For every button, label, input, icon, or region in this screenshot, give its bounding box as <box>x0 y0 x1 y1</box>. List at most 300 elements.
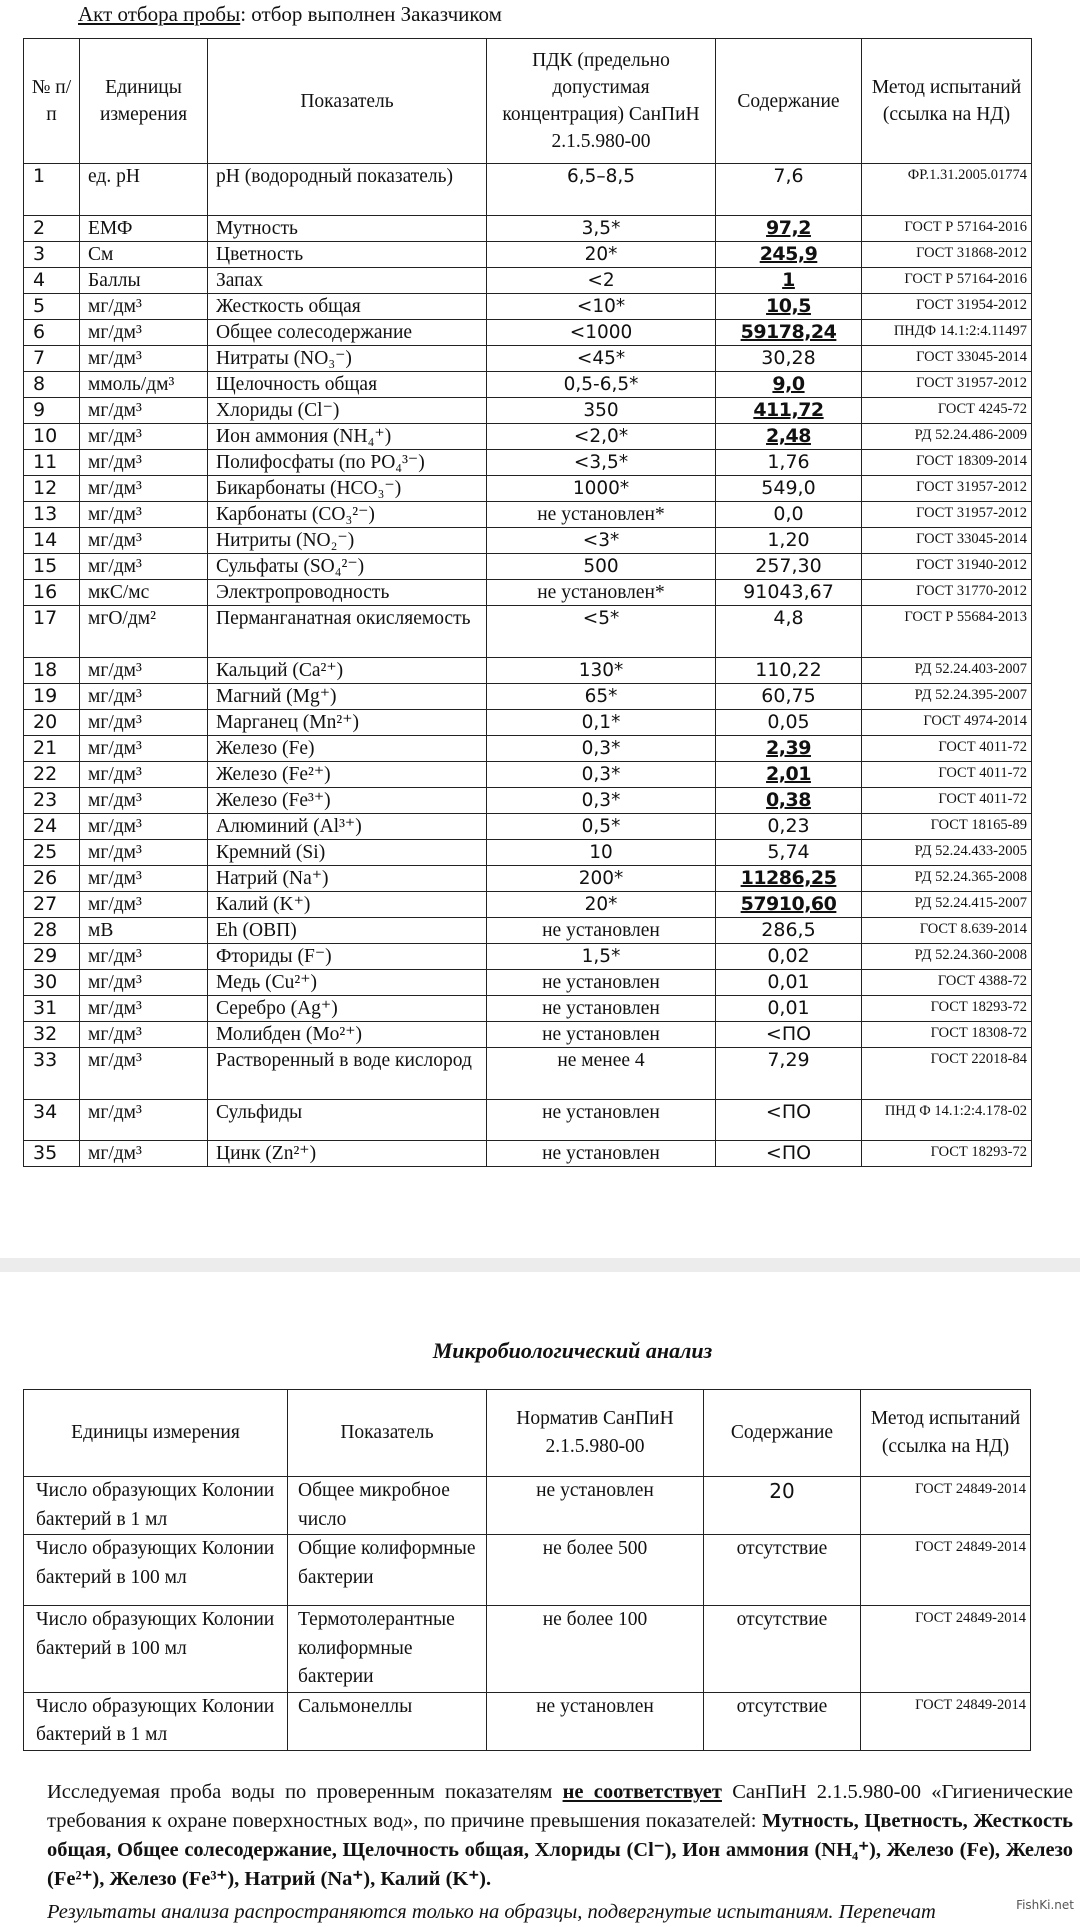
value-cell-text: 30,28 <box>761 347 816 369</box>
row-number-text: 20 <box>33 711 58 733</box>
parameter-cell <box>208 840 487 866</box>
method-cell-text: РД 52.24.403-2007 <box>914 661 1027 677</box>
row-number-text: 14 <box>33 529 58 551</box>
parameter-cell-text: Калий (K⁺) <box>216 894 311 915</box>
row-number-text: 31 <box>33 997 58 1019</box>
unit-cell-text: мг/дм³ <box>88 400 142 421</box>
value-cell-text: 20 <box>769 1479 795 1503</box>
method-cell-text: ГОСТ 4245-72 <box>937 401 1027 417</box>
row-number <box>24 684 80 710</box>
unit-cell <box>80 762 208 788</box>
method-cell <box>862 268 1032 294</box>
method-cell-text: РД 52.24.365-2008 <box>914 869 1027 885</box>
limit-cell-text: 0,3* <box>581 790 621 811</box>
unit-cell <box>80 398 208 424</box>
limit-cell <box>487 1100 716 1141</box>
value-cell-text: 97,2 <box>766 217 811 239</box>
table-row <box>24 164 1032 216</box>
value-cell <box>704 1606 861 1693</box>
unit-cell <box>80 944 208 970</box>
table-row <box>24 1141 1032 1167</box>
limit-cell <box>487 554 716 580</box>
method-cell <box>862 1048 1032 1100</box>
parameter-cell-text: Кремний (Si) <box>216 842 326 863</box>
header-cell: Единицы измерения <box>24 1390 288 1477</box>
table-row <box>24 814 1032 840</box>
exceeded-parameters-list: Мутность, Цветность, Жесткость общая, Общее солесодержание, Щелочность общая, Хлориды (Cl⁻), Ион аммония (NH₄⁺), Железо (Fe), Железо (Fe²⁺), Железо (Fe³⁺), Натрий (Na⁺), Калий (K⁺). <box>47 1810 1073 1890</box>
method-cell <box>862 710 1032 736</box>
row-number <box>24 216 80 242</box>
table-row <box>24 476 1032 502</box>
table-row <box>24 658 1032 684</box>
parameter-cell <box>208 710 487 736</box>
method-cell <box>862 866 1032 892</box>
method-cell <box>862 502 1032 528</box>
value-cell <box>716 164 862 216</box>
value-cell-text: 57910,60 <box>740 893 837 915</box>
limit-cell <box>487 476 716 502</box>
method-cell <box>862 346 1032 372</box>
row-number-text: 2 <box>33 217 46 239</box>
row-number-text: 19 <box>33 685 58 707</box>
limit-cell <box>487 424 716 450</box>
value-cell <box>704 1477 861 1535</box>
parameter-cell <box>208 1141 487 1167</box>
table-row <box>24 736 1032 762</box>
parameter-cell-text: Алюминий (Al³⁺) <box>216 816 362 837</box>
conclusion-text-1: Исследуемая проба воды по проверенным показателям <box>47 1781 563 1803</box>
table-row <box>24 684 1032 710</box>
table-row <box>24 788 1032 814</box>
value-cell <box>716 918 862 944</box>
value-cell-text: 257,30 <box>755 555 822 577</box>
method-cell-text: РД 52.24.395-2007 <box>914 687 1027 703</box>
table-row <box>24 1477 1031 1535</box>
method-cell <box>862 528 1032 554</box>
table-row <box>24 892 1032 918</box>
parameter-cell <box>208 736 487 762</box>
unit-cell-text: Число образующих Колонии бактерий в 100 мл <box>36 1609 275 1659</box>
limit-cell <box>487 502 716 528</box>
unit-cell-text: мг/дм³ <box>88 816 142 837</box>
parameter-cell-text: Запах <box>216 270 264 291</box>
limit-cell-text: 350 <box>583 400 619 421</box>
value-cell <box>716 788 862 814</box>
limit-cell-text: не установлен <box>542 920 660 941</box>
method-cell-text: ГОСТ 8.639-2014 <box>919 921 1027 937</box>
header-cell: ПДК (предельно допустимая концентрация) СанПиН 2.1.5.980-00 <box>487 39 716 164</box>
row-number <box>24 346 80 372</box>
row-number <box>24 164 80 216</box>
value-cell-text: 0,01 <box>767 997 810 1019</box>
table-row <box>24 450 1032 476</box>
row-number-text: 16 <box>33 581 58 603</box>
unit-cell-text: мг/дм³ <box>88 296 142 317</box>
row-number <box>24 606 80 658</box>
row-number <box>24 528 80 554</box>
method-cell <box>862 1100 1032 1141</box>
sample-act-line <box>78 0 502 28</box>
row-number <box>24 996 80 1022</box>
method-cell-text: ГОСТ 31957-2012 <box>916 479 1027 495</box>
parameter-cell-text: Магний (Mg⁺) <box>216 686 337 707</box>
header-cell: № п/п <box>24 39 80 164</box>
value-cell <box>716 294 862 320</box>
parameter-cell-text: Перманганатная окисляемость <box>216 608 471 629</box>
limit-cell-text: не установлен* <box>537 582 665 603</box>
value-cell-text: 60,75 <box>761 685 816 707</box>
method-cell <box>862 164 1032 216</box>
value-cell-text: 2,48 <box>766 425 811 447</box>
limit-cell-text: 10 <box>589 842 613 863</box>
method-cell <box>862 242 1032 268</box>
limit-cell <box>487 658 716 684</box>
limit-cell <box>487 372 716 398</box>
row-number-text: 29 <box>33 945 58 967</box>
table-row <box>24 242 1032 268</box>
row-number-text: 26 <box>33 867 58 889</box>
limit-cell <box>487 164 716 216</box>
value-cell-text: <ПО <box>765 1101 812 1123</box>
parameter-cell <box>208 996 487 1022</box>
value-cell-text: 2,39 <box>766 737 811 759</box>
parameter-cell-text: Карбонаты (CO₃²⁻) <box>216 504 375 525</box>
parameter-cell-text: Железо (Fe³⁺) <box>216 790 331 811</box>
table-row <box>24 372 1032 398</box>
row-number <box>24 372 80 398</box>
method-cell <box>862 918 1032 944</box>
sample-act-text: : отбор выполнен Заказчиком <box>240 2 502 26</box>
chemical-analysis-body <box>24 164 1032 1167</box>
method-cell <box>862 398 1032 424</box>
parameter-cell <box>208 164 487 216</box>
row-number-text: 32 <box>33 1023 58 1045</box>
method-cell <box>861 1535 1031 1606</box>
parameter-cell-text: Фториды (F⁻) <box>216 946 332 967</box>
value-cell <box>716 242 862 268</box>
parameter-cell <box>208 944 487 970</box>
parameter-cell-text: Натрий (Na⁺) <box>216 868 329 889</box>
parameter-cell-text: Термотолерантные колиформные бактерии <box>298 1609 455 1687</box>
limit-cell <box>487 684 716 710</box>
unit-cell <box>80 658 208 684</box>
value-cell-text: 10,5 <box>766 295 811 317</box>
limit-cell-text: 200* <box>578 868 624 889</box>
unit-cell <box>80 736 208 762</box>
unit-cell-text: мг/дм³ <box>88 972 142 993</box>
unit-cell <box>80 164 208 216</box>
unit-cell-text: ед. pH <box>88 166 140 187</box>
method-cell-text: ФР.1.31.2005.01774 <box>907 167 1027 183</box>
unit-cell <box>80 528 208 554</box>
unit-cell <box>80 346 208 372</box>
unit-cell-text: мг/дм³ <box>88 530 142 551</box>
unit-cell <box>80 450 208 476</box>
value-cell <box>704 1692 861 1750</box>
parameter-cell-text: Нитраты (NO₃⁻) <box>216 348 352 369</box>
method-cell-text: ГОСТ 31868-2012 <box>916 245 1027 261</box>
method-cell-text: ГОСТ 33045-2014 <box>916 531 1027 547</box>
limit-cell <box>487 736 716 762</box>
limit-cell <box>487 606 716 658</box>
value-cell-text: 11286,25 <box>740 867 837 889</box>
value-cell-text: отсутствие <box>736 1609 828 1630</box>
method-cell <box>862 294 1032 320</box>
method-cell-text: ГОСТ 31957-2012 <box>916 375 1027 391</box>
parameter-cell <box>208 892 487 918</box>
parameter-cell-text: Марганец (Mn²⁺) <box>216 712 360 733</box>
limit-cell <box>487 866 716 892</box>
micro-section-title: Микробиологический анализ <box>432 1338 713 1363</box>
parameter-cell <box>288 1606 487 1693</box>
parameter-cell <box>208 320 487 346</box>
unit-cell <box>80 1022 208 1048</box>
method-cell <box>862 658 1032 684</box>
limit-cell-text: 0,3* <box>581 764 621 785</box>
parameter-cell-text: Цветность <box>216 244 304 265</box>
method-cell-text: РД 52.24.486-2009 <box>914 427 1027 443</box>
value-cell <box>716 1141 862 1167</box>
parameter-cell <box>208 268 487 294</box>
method-cell <box>862 788 1032 814</box>
watermark: FishKi.net <box>1016 1898 1074 1912</box>
unit-cell-text: ЕМФ <box>88 218 133 239</box>
row-number <box>24 580 80 606</box>
unit-cell <box>80 710 208 736</box>
value-cell <box>716 762 862 788</box>
parameter-cell-text: Жесткость общая <box>216 296 361 317</box>
row-number-text: 3 <box>33 243 46 265</box>
limit-cell-text: 130* <box>578 660 624 681</box>
method-cell <box>862 450 1032 476</box>
table-row <box>24 606 1032 658</box>
limit-cell <box>487 450 716 476</box>
limit-cell-text: <5* <box>582 608 620 629</box>
method-cell-text: ГОСТ 22018-84 <box>930 1051 1027 1067</box>
table-row <box>24 840 1032 866</box>
value-cell-text: 1,76 <box>767 451 810 473</box>
unit-cell <box>80 216 208 242</box>
method-cell-text: ГОСТ 24849-2014 <box>915 1696 1026 1713</box>
limit-cell-text: 0,5* <box>581 816 621 837</box>
norm-cell <box>487 1477 704 1535</box>
row-number <box>24 866 80 892</box>
row-number-text: 9 <box>33 399 46 421</box>
value-cell-text: 0,23 <box>767 815 810 837</box>
unit-cell-text: мг/дм³ <box>88 764 142 785</box>
row-number <box>24 970 80 996</box>
method-cell <box>861 1477 1031 1535</box>
limit-cell <box>487 788 716 814</box>
limit-cell-text: 6,5–8,5 <box>566 166 636 187</box>
row-number-text: 35 <box>33 1142 58 1164</box>
parameter-cell-text: Серебро (Ag⁺) <box>216 998 338 1019</box>
unit-cell <box>80 580 208 606</box>
table-row <box>24 346 1032 372</box>
parameter-cell-text: Сульфиды <box>216 1102 303 1123</box>
norm-cell <box>487 1692 704 1750</box>
unit-cell <box>80 1048 208 1100</box>
chemical-analysis-table <box>23 38 1032 1167</box>
row-number-text: 6 <box>33 321 46 343</box>
table-row <box>24 294 1032 320</box>
method-cell-text: ГОСТ 18293-72 <box>930 999 1027 1015</box>
parameter-cell <box>208 814 487 840</box>
unit-cell <box>80 502 208 528</box>
parameter-cell <box>208 866 487 892</box>
value-cell <box>716 1048 862 1100</box>
method-cell <box>862 1141 1032 1167</box>
value-cell <box>716 450 862 476</box>
unit-cell-text: мг/дм³ <box>88 452 142 473</box>
value-cell-text: 1,20 <box>767 529 810 551</box>
value-cell <box>716 398 862 424</box>
parameter-cell-text: Мутность <box>216 218 298 239</box>
value-cell-text: 1 <box>782 269 795 291</box>
table-row <box>24 268 1032 294</box>
value-cell <box>716 658 862 684</box>
method-cell <box>862 762 1032 788</box>
header-cell: Единицы измерения <box>80 39 208 164</box>
unit-cell-text: мг/дм³ <box>88 946 142 967</box>
value-cell-text: 411,72 <box>753 399 824 421</box>
parameter-cell-text: Молибден (Mo²⁺) <box>216 1024 363 1045</box>
value-cell <box>716 866 862 892</box>
parameter-cell <box>208 502 487 528</box>
limit-cell <box>487 1022 716 1048</box>
limit-cell-text: не установлен <box>542 972 660 993</box>
method-cell-text: ГОСТ 4388-72 <box>937 973 1027 989</box>
table-row <box>24 1048 1032 1100</box>
limit-cell-text: не менее 4 <box>557 1050 645 1071</box>
method-cell <box>862 320 1032 346</box>
parameter-cell <box>208 476 487 502</box>
unit-cell <box>80 606 208 658</box>
value-cell <box>716 944 862 970</box>
parameter-cell <box>208 918 487 944</box>
parameter-cell-text: Растворенный в воде кислород <box>216 1050 472 1071</box>
header-cell: Показатель <box>208 39 487 164</box>
value-cell-text: 0,01 <box>767 971 810 993</box>
row-number-text: 24 <box>33 815 58 837</box>
limit-cell <box>487 892 716 918</box>
value-cell <box>716 606 862 658</box>
limit-cell-text: <3,5* <box>573 452 629 473</box>
method-cell-text: ГОСТ 24849-2014 <box>915 1481 1026 1497</box>
parameter-cell-text: Общее солесодержание <box>216 322 413 343</box>
value-cell <box>716 502 862 528</box>
unit-cell <box>80 684 208 710</box>
parameter-cell <box>208 606 487 658</box>
unit-cell <box>80 268 208 294</box>
unit-cell <box>80 970 208 996</box>
parameter-cell <box>208 372 487 398</box>
method-cell-text: ГОСТ 24849-2014 <box>915 1539 1026 1555</box>
value-cell <box>716 684 862 710</box>
value-cell <box>716 580 862 606</box>
parameter-cell <box>208 788 487 814</box>
parameter-cell-text: Eh (ОВП) <box>216 920 297 941</box>
row-number-text: 11 <box>33 451 58 473</box>
parameter-cell-text: Полифосфаты (по PO₄³⁻) <box>216 452 425 473</box>
row-number <box>24 502 80 528</box>
limit-cell-text: <10* <box>576 296 626 317</box>
value-cell <box>716 476 862 502</box>
method-cell-text: ГОСТ 18308-72 <box>930 1025 1027 1041</box>
value-cell <box>716 996 862 1022</box>
value-cell-text: 0,38 <box>766 789 811 811</box>
unit-cell <box>80 372 208 398</box>
table-row <box>24 216 1032 242</box>
limit-cell <box>487 398 716 424</box>
unit-cell-text: мг/дм³ <box>88 478 142 499</box>
unit-cell <box>24 1606 288 1693</box>
method-cell-text: РД 52.24.360-2008 <box>914 947 1027 963</box>
unit-cell <box>80 1141 208 1167</box>
method-cell-text: ПНД Ф 14.1:2:4.178-02 <box>884 1103 1027 1119</box>
header-cell: Содержание <box>704 1390 861 1477</box>
page-separator <box>0 1258 1080 1272</box>
unit-cell <box>80 840 208 866</box>
unit-cell <box>80 996 208 1022</box>
disclaimer-text: Результаты анализа распространяются только на образцы, подвергнутые испытаниям. Перепечат <box>47 1901 936 1923</box>
parameter-cell-text: Ион аммония (NH₄⁺) <box>216 426 392 447</box>
table-row <box>24 502 1032 528</box>
value-cell-text: 5,74 <box>767 841 810 863</box>
unit-cell-text: мг/дм³ <box>88 1050 142 1071</box>
row-number <box>24 658 80 684</box>
table-row <box>24 424 1032 450</box>
unit-cell-text: См <box>88 244 114 265</box>
limit-cell-text: <2 <box>587 270 615 291</box>
method-cell <box>861 1606 1031 1693</box>
unit-cell-text: мг/дм³ <box>88 426 142 447</box>
row-number <box>24 736 80 762</box>
value-cell-text: 4,8 <box>773 607 804 629</box>
parameter-cell <box>208 1022 487 1048</box>
table-row <box>24 762 1032 788</box>
row-number-text: 25 <box>33 841 58 863</box>
row-number-text: 1 <box>33 165 46 187</box>
parameter-cell-text: pH (водородный показатель) <box>216 166 454 187</box>
row-number-text: 7 <box>33 347 46 369</box>
value-cell-text: 0,05 <box>767 711 810 733</box>
row-number <box>24 476 80 502</box>
table-row <box>24 710 1032 736</box>
method-cell-text: ПНДФ 14.1:2:4.11497 <box>893 323 1027 339</box>
value-cell <box>716 840 862 866</box>
value-cell-text: 0,02 <box>767 945 810 967</box>
method-cell-text: ГОСТ 33045-2014 <box>916 349 1027 365</box>
limit-cell <box>487 1048 716 1100</box>
row-number-text: 22 <box>33 763 58 785</box>
parameter-cell <box>208 294 487 320</box>
unit-cell <box>80 814 208 840</box>
norm-cell-text: не более 100 <box>542 1609 648 1630</box>
limit-cell-text: <45* <box>576 348 626 369</box>
method-cell-text: ГОСТ 4011-72 <box>938 791 1027 807</box>
table-row <box>24 970 1032 996</box>
parameter-cell <box>208 242 487 268</box>
row-number <box>24 892 80 918</box>
row-number <box>24 788 80 814</box>
limit-cell-text: не установлен <box>542 1143 660 1164</box>
conclusion-paragraph <box>47 1778 1073 1894</box>
unit-cell-text: мг/дм³ <box>88 868 142 889</box>
parameter-cell <box>208 450 487 476</box>
limit-cell-text: не установлен* <box>537 504 665 525</box>
unit-cell-text: мг/дм³ <box>88 556 142 577</box>
